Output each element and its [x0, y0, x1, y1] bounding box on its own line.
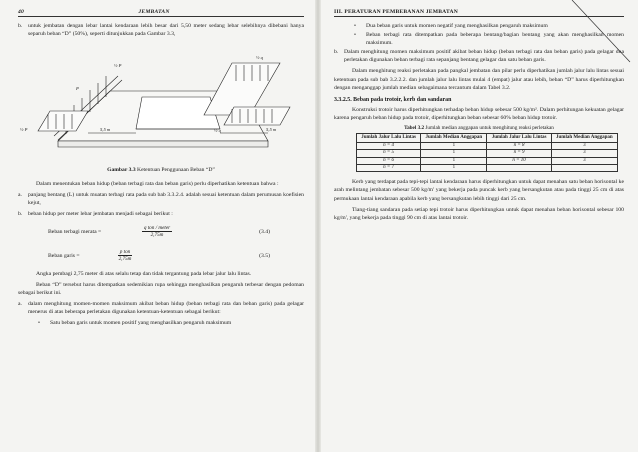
bullet-positive-moment: [38, 319, 304, 327]
table-cell: 1: [421, 143, 487, 150]
label-half-q: ½ q: [214, 128, 221, 134]
table-row: [357, 150, 618, 157]
item-text: beban hidup per meter lebar jembatan menjadi sebagai berikut :: [28, 211, 173, 218]
table-cell: n = 6: [357, 157, 421, 164]
para-divisor: Angka pembagi 2,75 meter di atas selalu tetap dan tidak tergantung pada lebar jalur lalu lintas.: [36, 270, 252, 277]
table-cell: n = 10: [487, 157, 551, 164]
figure-caption-text: Ketentuan Penggunaan Beban “D”: [137, 167, 215, 174]
equation-3-4: [48, 222, 304, 242]
table-cell: n = 5: [357, 150, 421, 157]
table-row: [357, 165, 618, 172]
label-half-q-top: ½ q: [256, 55, 263, 61]
table-3-2: [356, 133, 618, 172]
table-caption-label: Tabel 3.2: [404, 124, 425, 131]
table-cell: [551, 165, 617, 172]
fraction-numerator: q ton / meter: [143, 225, 171, 232]
figure-3-3: [18, 41, 304, 165]
item-marker: b.: [18, 23, 23, 29]
table-cell: 3: [551, 150, 617, 157]
left-page: [0, 0, 316, 452]
half-q-lower-load: [224, 107, 290, 125]
table-caption-text: Jumlah median anggapan untuk menghitung reaksi perletakan: [425, 124, 554, 131]
bullet-dot: •: [354, 32, 356, 39]
equation-fraction: [100, 249, 150, 262]
table-header-row: [357, 133, 618, 142]
table-cell: 1: [421, 150, 487, 157]
item-marker: b.: [18, 211, 23, 218]
para-support-reaction: Dalam menghitung reaksi perletakan pada pangkal jembatan dan pilar perlu diperhatikan jumlah jalur lalu lintas sesuai ketentuan pada sub bab 3.2.2.2. dan jumlah jalur lalu lintas mulai 4 (empat) jalur atau lebih, beban “D” harus diperhitungkan dengan menganggap jumlah median sebagaimana tercantum dalam Tabel 3.2.: [334, 68, 624, 91]
table-cell: 1: [421, 157, 487, 164]
right-page: [320, 0, 638, 452]
deck-slab-edge: [58, 141, 268, 147]
para-live-load: Dalam menentukan beban hidup (beban terbagi rata dan beban garis) perlu diperhatikan ketentuan bahwa :: [36, 181, 279, 188]
bullet-dot: •: [38, 320, 40, 327]
item-text: panjang bentang (L) untuk muatan terbagi rata pada sub bab 3.3.2.4. adalah sesuai ketentuan dalam perumusan koefisien kejut,: [28, 192, 304, 207]
item-b-load-per-meter: [18, 210, 304, 218]
left-running-head: [18, 9, 304, 17]
fraction-numerator: p ton: [119, 249, 131, 256]
para-railing-post: Tiang-tiang sandaran pada setiap tepi trotoir harus diperhitungkan untuk dapat menahan beban horisontal sebesar 100 kg/m', yang bekerja pada tinggi 90 cm di atas lantai trotoir.: [334, 206, 624, 221]
page-curl-line: [568, 0, 638, 70]
table-cell: 1: [421, 165, 487, 172]
table-cell: n = 7: [357, 165, 421, 172]
label-half-p-top: ½ P: [114, 63, 122, 69]
bullet-dot: •: [354, 23, 356, 29]
label-width-right: 5,5 m: [266, 127, 277, 133]
label-half-p-left: ½ P: [20, 127, 28, 133]
table-caption: [334, 125, 624, 131]
bullet-text: Beban terbagi rata ditempatkan pada beberapa bentang/bagian bentang yang akan menghasilkan momen maksimum.: [366, 32, 624, 47]
item-marker: a.: [18, 300, 22, 307]
item-text: untuk jembatan dengan lebar lantai kendaraan lebih besar dari 5,50 meter sedang lebar selebihnya dibebani hanya separuh beban “D” (50%), seperti ditunjukkan pada Gambar 3.3,: [28, 23, 304, 38]
bullet-text: Satu beban garis untuk momen positif yang menghasilkan pengaruh maksimum: [50, 320, 232, 327]
para-load-placement: Beban “D” tersebut harus ditempatkan sedemikian rupa sehingga menghasilkan pengaruh terbesar dengan pedoman sebagai berikut ini.: [18, 281, 304, 296]
label-width-left: 5,5 m: [100, 127, 111, 133]
right-header-title: III. PERATURAN PEMBEBANAN JEMBATAN: [334, 9, 458, 15]
item-a-max-moment: [18, 300, 304, 316]
table-header: Jumlah Median Anggapan: [551, 133, 617, 142]
table-header: Jumlah Jalur Lalu Lintas: [357, 133, 421, 142]
para-kerb: Kerb yang terdapat pada tepi-tepi lantai kendaraan harus diperhitungkan untuk dapat menahan satu beban horisontal ke arah melintang jembatan sebesar 500 kg/m' yang bekerja pada puncak kerb yang bersangkutan atau pada tinggi 25 cm di atas permukaan lantai kendaraan apabila kerb yang bersangkutan lebih tinggi dari 25 cm.: [334, 179, 624, 202]
table-cell: n = 4: [357, 143, 421, 150]
fraction-denominator: 2,75m: [118, 256, 132, 263]
table-cell: [487, 165, 551, 172]
section-heading: 3.3.2.5. Beban pada trotoir, kerb dan sandaran: [334, 96, 452, 103]
equation-lhs: Beban terbagi merata =: [48, 228, 102, 235]
equation-number: (3.4): [259, 228, 270, 235]
left-header-title: JEMBATAN: [138, 9, 170, 15]
item-marker: a.: [18, 192, 22, 199]
item-b-wide-deck: [18, 22, 304, 38]
item-a-span-length: [18, 191, 304, 207]
table-cell: n = 9: [487, 150, 551, 157]
item-text: dalam menghitung momen-momen maksimum akibat beban hidup (beban terbagi rata dan beban garis) pada gelagar menerus di atas beberapa perletakan digunakan ketentuan-ketentuan sebagai berikut:: [28, 300, 304, 315]
page-number: 40: [18, 9, 24, 15]
table-cell: n = 8: [487, 143, 551, 150]
fraction-denominator: 2,75m: [150, 232, 164, 239]
table-cell: 3: [551, 143, 617, 150]
table-header: Jumlah Jalur Lalu Lintas: [487, 133, 551, 142]
table-row: [357, 157, 618, 164]
equation-lhs: Beban garis =: [48, 252, 80, 259]
equation-fraction: [132, 225, 182, 238]
item-text: Dalam menghitung momen maksimum positif akibat beban hidup (beban terbagi rata dan beban garis) pada gelagar dua perletakan digunakan beban terbagi rata sepanjang bentang gelagar dan satu beban garis.: [344, 49, 624, 64]
figure-caption: [18, 167, 304, 173]
table-header: Jumlah Median Anggapan: [421, 133, 487, 142]
figure-caption-label: Gambar 3.3: [107, 167, 136, 174]
equation-3-5: [48, 246, 304, 266]
table-row: [357, 143, 618, 150]
table-cell: 3: [551, 157, 617, 164]
label-p: P: [76, 86, 79, 92]
item-marker: b.: [334, 49, 339, 56]
equation-number: (3.5): [259, 252, 270, 259]
bullet-text: Dua beban garis untuk momen negatif yang menghasilkan pengaruh maksimum: [366, 23, 548, 29]
para-sidewalk: Konstruksi trotoir harus diperhitungkan terhadap beban hidup sebesar 500 kg/m². Dalam perhitungan kekuatan gelagar karena pengaruh beban hidup pada trotoir, diperhitungkan beban sebesar 60% beban hidup trotoir.: [334, 106, 624, 121]
